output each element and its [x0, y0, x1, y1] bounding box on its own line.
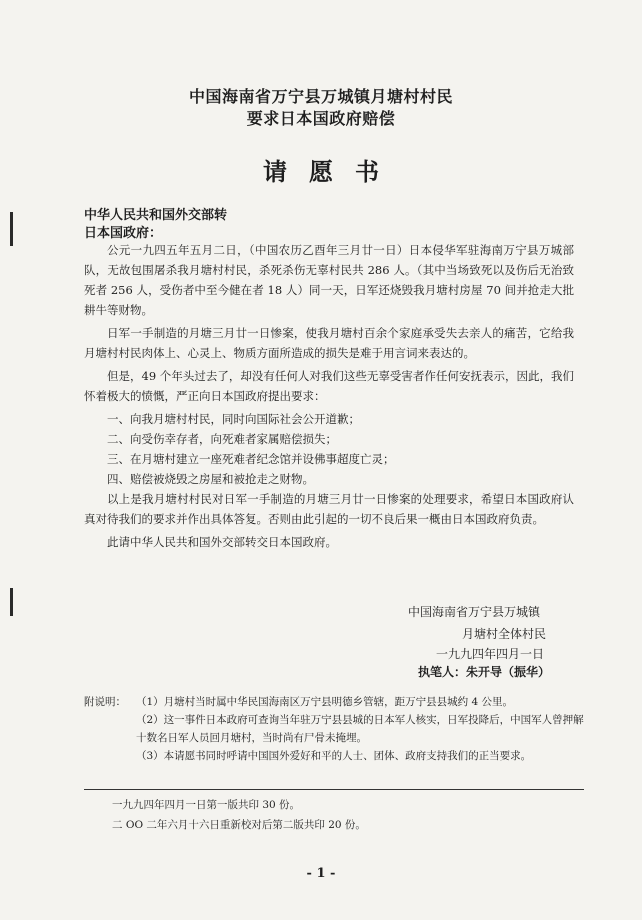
- signature-villagers: 月塘村全体村民: [462, 627, 547, 641]
- paragraph-4: 以上是我月塘村村民对日军一手制造的月塘三月廿一日惨案的处理要求，希望日本国政府认真对待我们的要求并作出具体答复。否则由此引起的一切不良后果一概由日本国政府负责。: [84, 492, 574, 526]
- appendix-notes: [84, 693, 584, 765]
- title-line-2: 要求日本国政府赔偿: [246, 109, 396, 128]
- note-1: （1）月塘村当时属中华民国海南区万宁县明德乡管辖，距万宁县县城约 4 公里。: [136, 696, 514, 708]
- page-number: - 1 -: [306, 866, 336, 881]
- demand-2: 二、向受伤幸存者，向死难者家属赔偿损失；: [107, 432, 337, 446]
- demand-3: 三、在月塘村建立一座死难者纪念馆并设佛事超度亡灵；: [107, 452, 395, 466]
- note-2: （2）这一事件日本政府可查询当年驻万宁县县城的日本军人核实，日军投降后，中国军人曾押解十数名日军人员回月塘村，当时尚有尸骨未掩埋。: [136, 714, 584, 744]
- note-3: （3）本请愿书同时呼请中国国外爱好和平的人士、团体、政府支持我们的正当要求。: [136, 750, 532, 762]
- footer-divider: [84, 789, 584, 790]
- addressee-line-2: 日本国政府：: [84, 226, 163, 241]
- demand-1: 一、向我月塘村村民，同时向国际社会公开道歉；: [107, 412, 360, 426]
- signature-writer: 执笔人：朱开导（振华）: [418, 665, 551, 679]
- paragraph-5: 此请中华人民共和国外交部转交日本国政府。: [107, 535, 337, 549]
- signature-org: 中国海南省万宁县万城镇: [408, 605, 541, 619]
- notes-label: 附说明：: [84, 696, 126, 708]
- demand-4: 四、赔偿被烧毁之房屋和被抢走之财物。: [107, 472, 314, 486]
- petition-body: [84, 240, 574, 555]
- print-info-1: 一九九四年四月一日第一版共印 30 份。: [112, 799, 301, 811]
- document-type-heading: 请愿书: [263, 158, 401, 186]
- signature-date: 一九九四年四月一日: [436, 647, 545, 661]
- title-line-1: 中国海南省万宁县万城镇月塘村村民: [188, 87, 453, 106]
- scan-edge-mark-top: [10, 212, 13, 246]
- scan-edge-mark-bottom: [10, 588, 13, 616]
- paragraph-1: 公元一九四五年五月二日，（中国农历乙酉年三月廿一日）日本侵华军驻海南万宁县万城部队，无故包围屠杀我月塘村村民，杀死杀伤无辜村民共 286 人。（其中当场致死以及伤后无治致死者 256 人，受伤者中至今健在者 18 人）同一天，日军还烧毁我月塘村房屋 70 间并抢走大批耕牛等财物。: [84, 243, 574, 317]
- addressee-line-1: 中华人民共和国外交部转: [84, 208, 228, 223]
- print-info-2: 二 OO 二年六月十六日重新校对后第二版共印 20 份。: [112, 819, 366, 831]
- paragraph-2: 日军一手制造的月塘三月廿一日惨案，使我月塘村百余个家庭承受失去亲人的痛苦，它给我月塘村村民肉体上、心灵上、物质方面所造成的损失是难于用言词来表达的。: [84, 326, 574, 360]
- paragraph-3: 但是，49 个年头过去了，却没有任何人对我们这些无辜受害者作任何安抚表示，因此，我们怀着极大的愤慨，严正向日本国政府提出要求：: [84, 369, 574, 403]
